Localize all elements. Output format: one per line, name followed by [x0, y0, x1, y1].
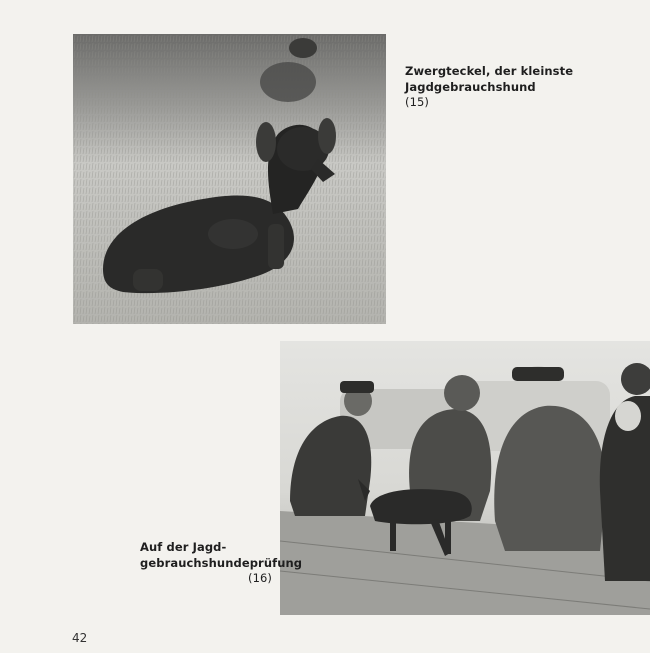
caption-15-line1: Zwergteckel, der kleinste: [405, 64, 574, 78]
caption-16-line2: gebrauchshundeprüfung: [140, 555, 303, 570]
dachshund-photo: [73, 34, 386, 324]
page-number: 42: [72, 631, 88, 645]
hunting-dog-test-photo: [280, 341, 650, 615]
caption-15-number: (15): [405, 95, 430, 109]
caption-16: [140, 540, 303, 587]
caption-16-number: (16): [247, 571, 272, 585]
caption-16-line1: Auf der Jagd-: [140, 540, 227, 554]
caption-15-line2: Jagdgebrauchshund: [405, 79, 536, 94]
caption-15: [405, 64, 605, 111]
